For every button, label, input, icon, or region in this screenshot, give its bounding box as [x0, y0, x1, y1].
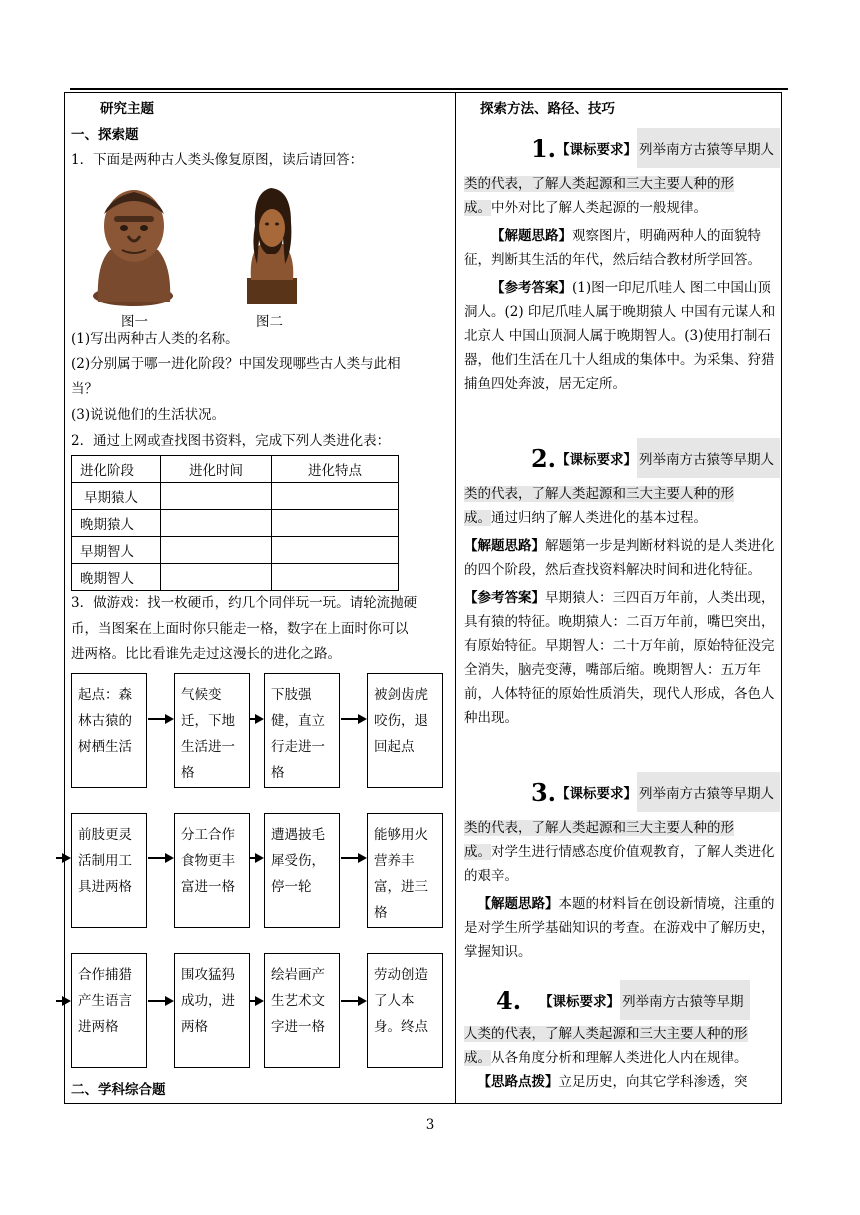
java-man-bust-image [88, 184, 178, 306]
item-1-body [464, 172, 776, 396]
answer-label: 【参考答案】 [464, 590, 545, 606]
hint-text: 立足历史，向其它学科渗透，突 [558, 1074, 748, 1090]
question-1-3: (3)说说他们的生活状况。 [71, 407, 226, 423]
left-header: 研究主题 [100, 101, 154, 117]
table-cell: 晚期智人 [72, 564, 161, 591]
section-1-title: 一、探索题 [71, 127, 139, 143]
requirement-highlight: 人类的代表，了解人类起源和三大主要人种的形 [464, 1026, 748, 1042]
flow-step: 能够用火营养丰富，进三格 [367, 813, 443, 928]
table-cell-empty[interactable] [161, 483, 272, 510]
item-3-heading [464, 772, 780, 812]
table-row [72, 564, 399, 591]
table-cell-empty[interactable] [161, 510, 272, 537]
evolution-table [71, 455, 399, 591]
arrow-right-icon [148, 1000, 172, 1002]
question-1-2: (2)分别属于哪一进化阶段？中国发现哪些古人类与此相 [71, 356, 401, 372]
item-4-heading [464, 980, 780, 1020]
item-number: 2. [530, 443, 556, 473]
table-cell: 晚期猿人 [72, 510, 161, 537]
requirement-label: 【课标要求】 [556, 786, 637, 802]
question-3: 3．做游戏：找一枚硬币，约几个同伴玩一玩。请轮流抛硬 [71, 595, 418, 611]
idea-label: 【解题思路】 [464, 538, 545, 554]
answer-text: 早期猿人：三四百万年前，人类出现，具有猿的特征。晚期猿人：二百万年前，嘴巴突出，有原始特征。早期智人：二十万年前，原始特征没完全消失，脑壳变薄，嘴部后缩。晚期智人：五万年前，人体特征的原始性质消失，现代人形成，各色人种出现。 [464, 590, 775, 726]
flow-step: 下肢强健，直立行走进一格 [264, 673, 340, 788]
requirement-text: 从各角度分析和理解人类进化人内在规律。 [491, 1050, 748, 1066]
answer-label: 【参考答案】 [491, 280, 572, 296]
item-4-body [464, 1022, 776, 1094]
requirement-highlight: 成。 [464, 844, 491, 860]
table-cell-empty[interactable] [272, 483, 399, 510]
question-1: 1．下面是两种古人类头像复原图，读后请回答： [71, 152, 364, 168]
question-3-cont2: 进两格。比比看谁先走过这漫长的进化之路。 [71, 646, 341, 662]
idea-text: 解题第一步是判断材料说的是人类进化的四个阶段，然后查找资料解决时间和进化特征。 [464, 538, 775, 578]
requirement-highlight: 列举南方古猿等早期人 [637, 128, 780, 168]
upper-cave-man-bust-image [235, 182, 305, 306]
question-3-cont1: 币，当图案在上面时你只能走一格，数字在上面时你可以 [71, 621, 409, 637]
column-divider [455, 92, 456, 1104]
header-rule [70, 88, 788, 90]
arrow-right-icon [341, 1000, 365, 1002]
figure-2-caption: 图二 [256, 314, 283, 330]
table-row [72, 510, 399, 537]
requirement-label: 【课标要求】 [539, 994, 621, 1010]
idea-text: 观察图片，明确两种人的面貌特征，判断其生活的年代，然后结合教材所学回答。 [464, 228, 761, 268]
table-row [72, 483, 399, 510]
item-number: 4. [496, 985, 522, 1015]
table-header-row [72, 456, 399, 483]
table-cell-empty[interactable] [272, 564, 399, 591]
flow-step: 气候变迁，下地生活进一格 [174, 673, 250, 788]
question-1-1: (1)写出两种古人类的名称。 [71, 331, 239, 347]
table-cell-empty[interactable] [272, 510, 399, 537]
table-header: 进化阶段 [72, 456, 161, 483]
requirement-highlight: 列举南方古猿等早期人 [637, 438, 780, 478]
item-2-body [464, 482, 776, 730]
requirement-highlight: 类的代表，了解人类起源和三大主要人种的形 [464, 486, 734, 502]
arrow-right-icon [56, 1000, 69, 1002]
arrow-right-icon [250, 857, 262, 859]
requirement-highlight: 类的代表，了解人类起源和三大主要人种的形 [464, 820, 734, 836]
requirement-highlight: 成。 [464, 1050, 491, 1066]
idea-text: 本题的材料旨在创设新情境，注重的是对学生所学基础知识的考查。在游戏中了解历史，掌握知识。 [464, 896, 775, 960]
question-2: 2．通过上网或查找图书资料，完成下列人类进化表： [71, 433, 391, 449]
figure-1-caption: 图一 [121, 314, 148, 330]
flow-step: 绘岩画产生艺术文字进一格 [264, 953, 340, 1068]
answer-text: (1)图一印尼爪哇人 图二中国山顶洞人。(2) 印尼爪哇人属于晚期猿人 中国有元谋人和北京人 中国山顶洞人属于晚期智人。(3)使用打制石器，他们生活在几十人组成的集体中。为采集、狩猎捕鱼四处奔波，居无定所。 [464, 280, 776, 392]
flow-step: 被剑齿虎咬伤，退回起点 [367, 673, 443, 788]
flow-step: 合作捕猎产生语言进两格 [71, 953, 147, 1068]
section-2-title: 二、学科综合题 [71, 1082, 166, 1098]
table-header: 进化特点 [272, 456, 399, 483]
arrow-right-icon [148, 718, 172, 720]
table-cell-empty[interactable] [161, 537, 272, 564]
table-header: 进化时间 [161, 456, 272, 483]
table-cell: 早期猿人 [72, 483, 161, 510]
item-2-heading [464, 438, 780, 478]
requirement-label: 【课标要求】 [556, 142, 637, 158]
flow-step: 劳动创造了人本身。终点 [367, 953, 443, 1068]
idea-label: 【解题思路】 [491, 228, 572, 244]
idea-label: 【解题思路】 [477, 896, 559, 912]
item-1-heading [464, 128, 780, 168]
item-number: 1. [530, 133, 556, 163]
hint-label: 【思路点拨】 [477, 1074, 559, 1090]
requirement-highlight: 成。 [464, 200, 491, 216]
requirement-text: 对学生进行情感态度价值观教育，了解人类进化的艰辛。 [464, 844, 775, 884]
flow-step: 遭遇披毛犀受伤，停一轮 [264, 813, 340, 928]
flow-step: 前肢更灵活制用工具进两格 [71, 813, 147, 928]
arrow-right-icon [56, 857, 69, 859]
table-cell: 早期智人 [72, 537, 161, 564]
requirement-highlight: 列举南方古猿等早期人 [637, 772, 780, 812]
table-row [72, 537, 399, 564]
flow-step: 围攻猛犸成功，进两格 [174, 953, 250, 1068]
right-header: 探索方法、路径、技巧 [480, 101, 615, 117]
arrow-right-icon [341, 857, 365, 859]
requirement-highlight: 类的代表，了解人类起源和三大主要人种的形 [464, 176, 734, 192]
requirement-highlight: 列举南方古猿等早期 [620, 980, 750, 1020]
question-1-2-cont: 当？ [71, 381, 98, 397]
arrow-right-icon [250, 718, 262, 720]
flow-step: 分工合作食物更丰富进一格 [174, 813, 250, 928]
requirement-highlight: 成。 [464, 510, 491, 526]
table-cell-empty[interactable] [272, 537, 399, 564]
table-cell-empty[interactable] [161, 564, 272, 591]
arrow-right-icon [148, 857, 172, 859]
item-3-body [464, 816, 776, 964]
arrow-right-icon [341, 718, 365, 720]
arrow-right-icon [250, 1000, 262, 1002]
page-number: 3 [425, 1117, 435, 1133]
requirement-label: 【课标要求】 [556, 452, 637, 468]
requirement-text: 中外对比了解人类起源的一般规律。 [491, 200, 707, 216]
requirement-text: 通过归纳了解人类进化的基本过程。 [491, 510, 707, 526]
flow-step: 起点：森林古猿的树栖生活 [71, 673, 147, 788]
item-number: 3. [530, 777, 556, 807]
